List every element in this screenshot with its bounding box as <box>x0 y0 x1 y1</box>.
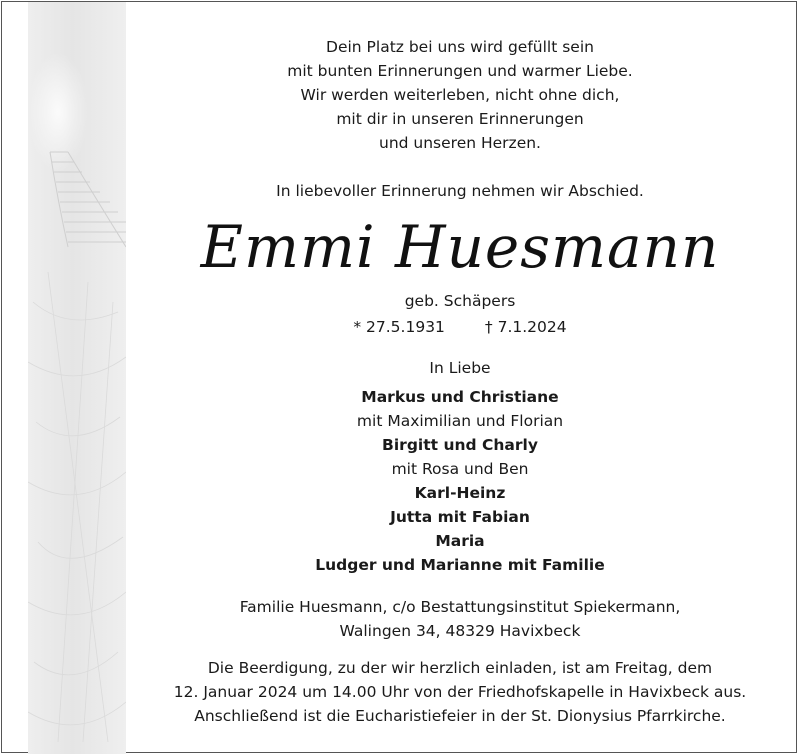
in-love-label: In Liebe <box>429 359 491 377</box>
poem-line: Dein Platz bei uns wird gefüllt sein <box>326 38 594 56</box>
mourner-line: Jutta mit Fabian <box>390 508 530 526</box>
address-line: Familie Huesmann, c/o Bestattungsinstitut Spiekermann, <box>239 598 681 616</box>
life-dates <box>140 317 780 337</box>
poem-line: mit dir in unseren Erinnerungen <box>336 110 584 128</box>
address-line: Walingen 34, 48329 Havixbeck <box>339 622 581 640</box>
mourner-line: Maria <box>435 532 485 550</box>
funeral-line: Die Beerdigung, zu der wir herzlich einladen, ist am Freitag, dem <box>207 659 713 677</box>
mourner-line: Markus und Christiane <box>361 388 559 406</box>
poem-line: Wir werden weiterleben, nicht ohne dich, <box>300 86 620 104</box>
stairway-illustration <box>28 2 126 754</box>
mourner-line: mit Maximilian und Florian <box>356 412 564 430</box>
farewell-intro: In liebevoller Erinnerung nehmen wir Abschied. <box>276 182 644 200</box>
mourner-line: Birgitt und Charly <box>382 436 538 454</box>
funeral-line: Anschließend ist die Eucharistiefeier in der St. Dionysius Pfarrkirche. <box>194 707 726 725</box>
death-date: † 7.1.2024 <box>484 318 567 336</box>
poem-line: mit bunten Erinnerungen und warmer Liebe. <box>287 62 633 80</box>
mourner-line: Karl-Heinz <box>414 484 506 502</box>
mourner-line: mit Rosa und Ben <box>391 460 529 478</box>
poem-line: und unseren Herzen. <box>379 134 541 152</box>
deceased-name: Emmi Huesmann <box>200 213 720 281</box>
funeral-line: 12. Januar 2024 um 14.00 Uhr von der Friedhofskapelle in Havixbeck aus. <box>173 683 747 701</box>
birth-name: geb. Schäpers <box>404 292 516 310</box>
mourner-line: Ludger und Marianne mit Familie <box>315 556 605 574</box>
stairway-image <box>28 2 126 754</box>
birth-date: * 27.5.1931 <box>353 318 445 336</box>
